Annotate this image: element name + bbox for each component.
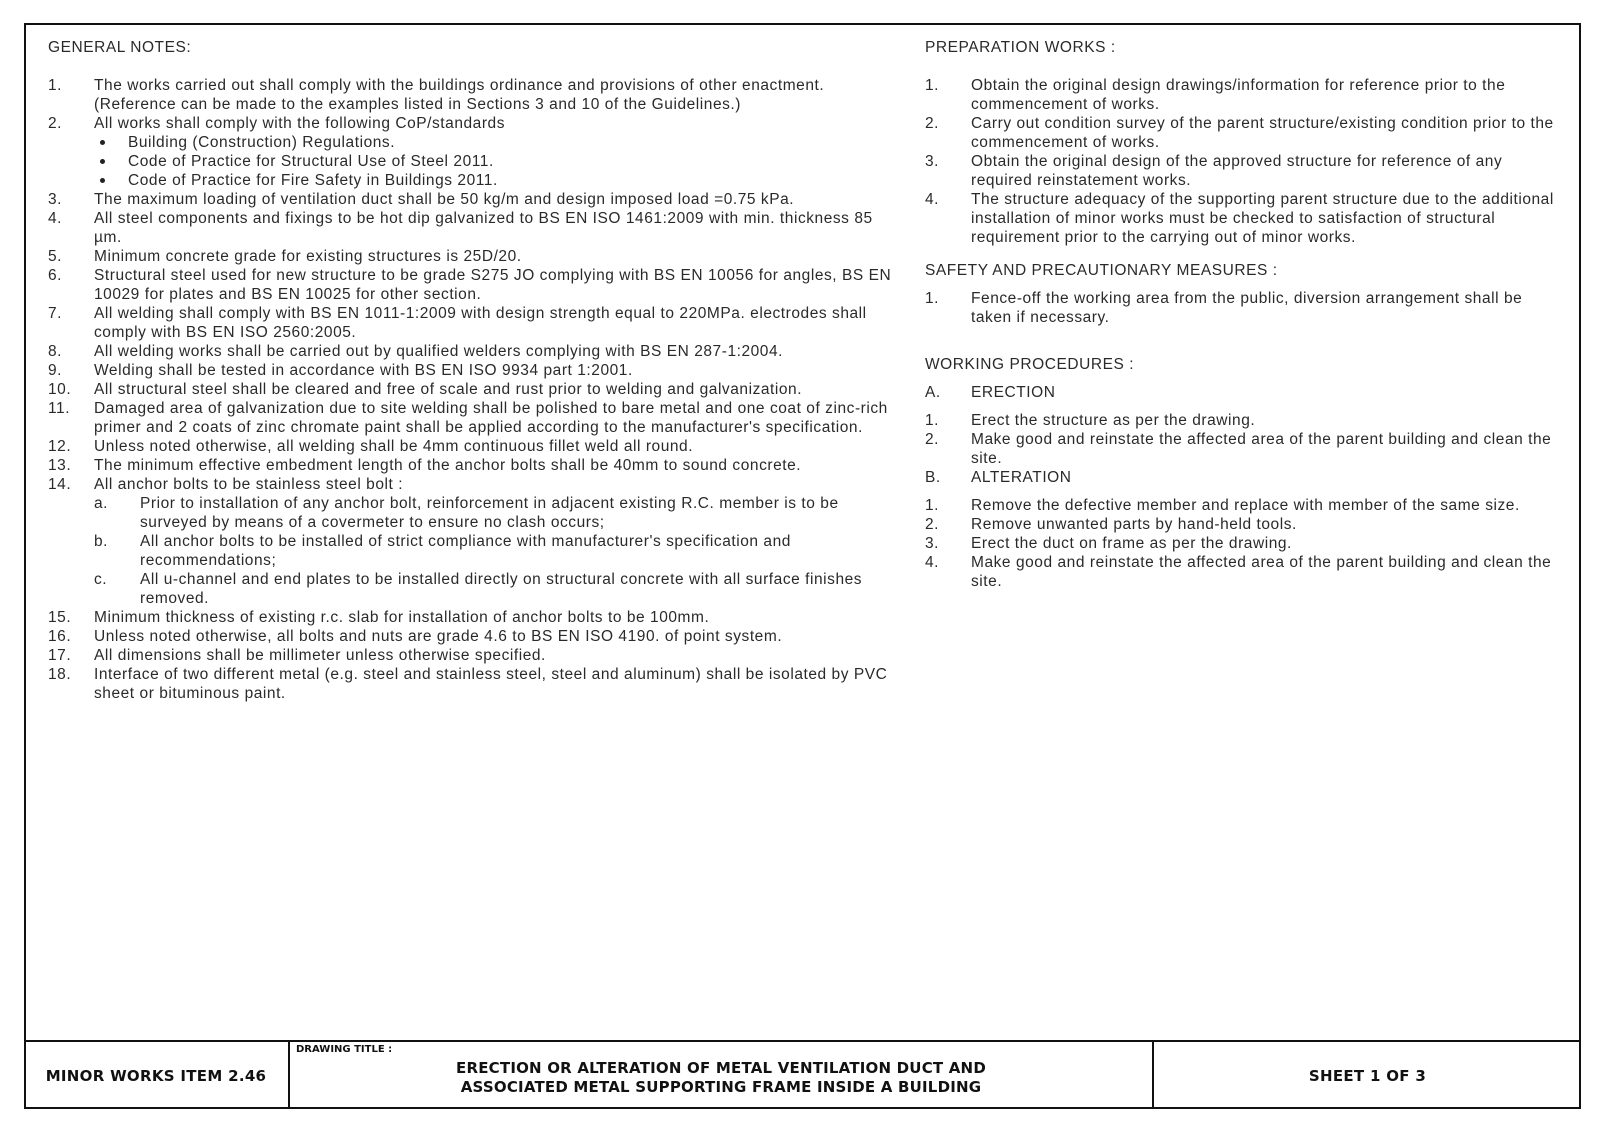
drawing-title-caption: DRAWING TITLE : — [296, 1044, 393, 1055]
general-notes-list — [48, 76, 898, 703]
prep-item: 3. Obtain the original design of the approved structure for reference of any required reinstatement works. — [925, 153, 1503, 189]
erection-subheading: A. ERECTION — [925, 384, 1056, 401]
procedure-item: 2. Remove unwanted parts by hand-held tools. — [925, 516, 1297, 533]
drawing-title-cell — [290, 1042, 1154, 1109]
drawing-title-line-1: ERECTION OR ALTERATION OF METAL VENTILATION DUCT AND — [456, 1059, 986, 1077]
note-item: 8. All welding works shall be carried out by qualified welders complying with BS EN 287-1:2004. — [48, 343, 784, 360]
note-item: 7. All welding shall comply with BS EN 1011-1:2009 with design strength equal to 220MPa. electrodes shall comply with BS EN ISO 2560:2005. — [48, 305, 867, 341]
note-item: 6. Structural steel used for new structure to be grade S275 JO complying with BS EN 10056 for angles, BS EN 10029 for plates and BS EN 10025 for other section. — [48, 267, 892, 303]
note-item: 11. Damaged area of galvanization due to site welding shall be polished to bare metal and one coat of zinc-rich primer and 2 coats of zinc chromate paint shall be applied according to the manufacturer's specification. — [48, 400, 888, 436]
bullet-icon — [100, 159, 105, 164]
sub-item: a. Prior to installation of any anchor bolt, reinforcement in adjacent existing R.C. member is to be surveyed by means of a covermeter to ensure no clash occurs; — [94, 495, 839, 531]
drawing-title — [290, 1059, 1152, 1097]
spacer — [925, 374, 1565, 383]
spacer — [925, 402, 1565, 411]
note-item: 14. All anchor bolts to be stainless steel bolt : a. Prior to installation of any anchor bolt, reinforcement in adjacent existing R.C. member is to be surveyed by means of a covermeter to ensure no clash occurs; b. All anchor bolts to be installed of strict compliance with manufacturer's specification and recommendations; c. All u-channel and end plates to be installed directly on structural concrete with all surface finishes removed. — [48, 475, 898, 608]
working-procedures-heading: WORKING PROCEDURES : — [925, 356, 1135, 373]
spacer — [925, 247, 1565, 261]
note-item: 16. Unless noted otherwise, all bolts and nuts are grade 4.6 to BS EN ISO 4190. of point system. — [48, 628, 783, 645]
prep-item: 1. Obtain the original design drawings/information for reference prior to the commencement of works. — [925, 77, 1506, 113]
note-item: 3. The maximum loading of ventilation duct shall be 50 kg/m and design imposed load =0.75 kPa. — [48, 191, 795, 208]
alteration-subheading: B. ALTERATION — [925, 469, 1072, 486]
sheet-number-cell — [1154, 1042, 1581, 1109]
sub-item: c. All u-channel and end plates to be installed directly on structural concrete with all surface finishes removed. — [94, 571, 863, 607]
note-item: 1. The works carried out shall comply with the buildings ordinance and provisions of other enactment.(Reference can be made to the examples listed in Sections 3 and 10 of the Guidelines.) — [48, 77, 825, 113]
minor-works-item-cell — [24, 1042, 290, 1109]
bullet-item: Building (Construction) Regulations. — [94, 133, 898, 152]
note-item: 12. Unless noted otherwise, all welding shall be 4mm continuous fillet weld all round. — [48, 438, 694, 455]
note-item: 13. The minimum effective embedment length of the anchor bolts shall be 40mm to sound concrete. — [48, 457, 802, 474]
standards-bullet-list — [94, 133, 898, 190]
erection-list — [925, 411, 1565, 468]
note-item: 2. All works shall comply with the following CoP/standards Building (Construction) Regulations. Code of Practice for Structural Use of Steel 2011. Code of Practice for Fire Safety in Buildings 2011. — [48, 114, 898, 190]
prep-item: 2. Carry out condition survey of the parent structure/existing condition prior to the commencement of works. — [925, 115, 1554, 151]
alteration-list — [925, 496, 1565, 591]
note-item: 9. Welding shall be tested in accordance with BS EN ISO 9934 part 1:2001. — [48, 362, 633, 379]
bullet-icon — [100, 140, 105, 145]
sheet-number: SHEET 1 OF 3 — [1308, 1066, 1427, 1085]
bullet-icon — [100, 178, 105, 183]
spacer — [925, 327, 1565, 355]
note-item: 5. Minimum concrete grade for existing structures is 25D/20. — [48, 248, 522, 265]
note-item: 18. Interface of two different metal (e.g. steel and stainless steel, steel and aluminum) shall be isolated by PVC sheet or bituminous paint. — [48, 666, 888, 702]
spacer — [925, 280, 1565, 289]
note-item: 10. All structural steel shall be cleared and free of scale and rust prior to welding and galvanization. — [48, 381, 803, 398]
title-block — [24, 1040, 1581, 1109]
sub-item: b. All anchor bolts to be installed of strict compliance with manufacturer's specification and recommendations; — [94, 533, 791, 569]
safety-item: 1. Fence-off the working area from the public, diversion arrangement shall be taken if necessary. — [925, 290, 1523, 326]
procedure-item: 2. Make good and reinstate the affected area of the parent building and clean the site. — [925, 431, 1552, 467]
note-item: 17. All dimensions shall be millimeter unless otherwise specified. — [48, 647, 546, 664]
right-notes-column — [925, 38, 1565, 591]
general-notes-section — [48, 38, 898, 703]
drawing-title-line-2: ASSOCIATED METAL SUPPORTING FRAME INSIDE A BUILDING — [460, 1078, 982, 1096]
procedure-item: 1. Erect the structure as per the drawing. — [925, 412, 1256, 429]
general-notes-heading: GENERAL NOTES: — [48, 39, 192, 56]
safety-measures-heading: SAFETY AND PRECAUTIONARY MEASURES : — [925, 262, 1278, 279]
spacer — [925, 487, 1565, 496]
preparation-works-list — [925, 76, 1565, 247]
bullet-item: Code of Practice for Structural Use of Steel 2011. — [94, 152, 898, 171]
bullet-item: Code of Practice for Fire Safety in Buildings 2011. — [94, 171, 898, 190]
note-item: 4. All steel components and fixings to be hot dip galvanized to BS EN ISO 1461:2009 with min. thickness 85 µm. — [48, 210, 873, 246]
procedure-item: 4. Make good and reinstate the affected area of the parent building and clean the site. — [925, 554, 1552, 590]
safety-measures-list — [925, 289, 1565, 327]
preparation-works-heading: PREPARATION WORKS : — [925, 39, 1116, 56]
anchor-bolt-sub-list — [94, 494, 898, 608]
prep-item: 4. The structure adequacy of the supporting parent structure due to the additional installation of minor works must be checked to satisfaction of structural requirement prior to the carrying out of minor works. — [925, 191, 1554, 246]
procedure-item: 1. Remove the defective member and replace with member of the same size. — [925, 497, 1520, 514]
minor-works-item-label: MINOR WORKS ITEM 2.46 — [45, 1066, 267, 1085]
procedure-item: 3. Erect the duct on frame as per the drawing. — [925, 535, 1292, 552]
note-item: 15. Minimum thickness of existing r.c. slab for installation of anchor bolts to be 100mm. — [48, 609, 710, 626]
